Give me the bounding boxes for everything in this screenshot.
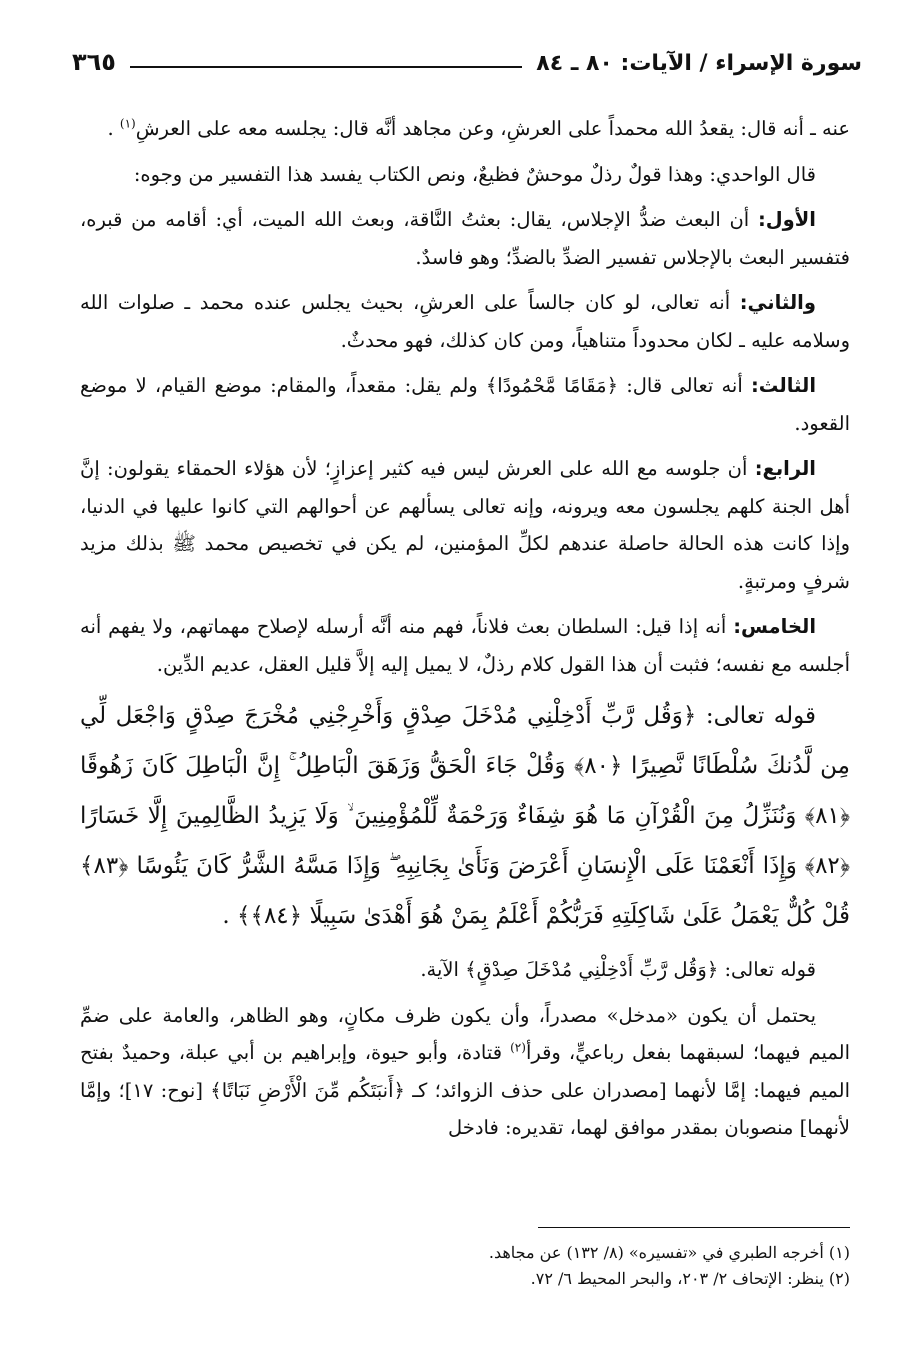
paragraph-8-text: قوله تعالى:: [724, 958, 816, 981]
point-fifth-label: الخامس:: [733, 615, 817, 638]
paragraph-4: [80, 284, 850, 359]
running-header: [72, 42, 862, 82]
paragraph-1: [80, 110, 850, 148]
paragraph-9-text-b: قتادة، وأبو حيوة، وإبراهيم بن أبي عبلة، وحميدٌ بفتح الميم فيهما: إمَّا لأنهما [مصدران على حذف الزوائد؛ كـ: [80, 1041, 851, 1102]
quran-quote: ﴿أَنبَتَكُم مِّنَ الْأَرْضِ نَبَاتًا﴾: [210, 1078, 405, 1102]
footnote-1: (١) أخرجه الطبري في «تفسيره» (٨/ ١٣٢) عن مجاهد.: [488, 1243, 850, 1262]
point-first-text: أن البعث ضدُّ الإجلاس، يقال: بعثتُ النَّاقة، وبعث الله الميت، أي: أقامه من قبره، فتفسير البعث بالإجلاس تفسير الضدِّ بالضدِّ؛ وهو فاسدٌ.: [80, 208, 850, 269]
point-second-text: أنه تعالى، لو كان جالساً على العرشِ، بحيث يجلس عنده محمد ـ صلوات الله وسلامه عليه ـ لكان محدوداً متناهياً، ومن كان كذلك، فهو محدثٌ.: [80, 291, 850, 352]
paragraph-5: [80, 367, 850, 442]
paragraph-6: [80, 450, 850, 600]
footnote-divider: [538, 1227, 850, 1228]
point-second-label: والثاني:: [739, 291, 816, 314]
footnote-ref-2: (٢): [510, 1040, 526, 1055]
point-fifth-text: أنه إذا قيل: السلطان بعث فلاناً، فهم منه أنَّه أرسله لإصلاح مهماتهم، ولا يفهم أنه أجلسه مع نفسه؛ فثبت أن هذا القول كلام رذلٌ، لا يميل إليه إلاَّ قليل العقل، عديم الدِّين.: [80, 615, 850, 676]
page-number: ٣٦٥: [72, 48, 116, 76]
quran-quote: ﴿وَقُل رَّبِّ أَدْخِلْنِي مُدْخَلَ صِدْقٍ﴾: [465, 958, 719, 981]
paragraph-8: [80, 951, 850, 989]
paragraph-9-text-c: [نوح: ١٧]؛ وإمَّا لأنهما] منصوبان بمقدر موافق لهما، تقديره: فادخل: [80, 1078, 850, 1139]
quran-text: ﴿وَقُل رَّبِّ أَدْخِلْنِي مُدْخَلَ صِدْقٍ وَأَخْرِجْنِي مُخْرَجَ صِدْقٍ وَاجْعَل لِّي مِن لَّدُنكَ سُلْطَانًا نَّصِيرًا ﴿٨٠﴾ وَقُلْ جَاءَ الْحَقُّ وَزَهَقَ الْبَاطِلُ ۚ إِنَّ الْبَاطِلَ كَانَ زَهُوقًا ﴿٨١﴾ وَنُنَزِّلُ مِنَ الْقُرْآنِ مَا هُوَ شِفَاءٌ وَرَحْمَةٌ لِّلْمُؤْمِنِينَ ۙ وَلَا يَزِيدُ الظَّالِمِينَ إِلَّا خَسَارًا ﴿٨٢﴾ وَإِذَا أَنْعَمْنَا عَلَى الْإِنسَانِ أَعْرَضَ وَنَأَىٰ بِجَانِبِهِ ۖ وَإِذَا مَسَّهُ الشَّرُّ كَانَ يَئُوسًا ﴿٨٣﴾ قُلْ كُلٌّ يَعْمَلُ عَلَىٰ شَاكِلَتِهِ فَرَبُّكُمْ أَعْلَمُ بِمَنْ هُوَ أَهْدَىٰ سَبِيلًا ﴿٨٤﴾﴾ .: [80, 703, 851, 929]
paragraph-1-text: عنه ـ أنه قال: يقعدُ الله محمداً على العرشِ، وعن مجاهد أنَّه قال: يجلسه معه على العرشِ: [135, 117, 850, 140]
footnote-ref-1: (١): [119, 116, 136, 131]
header-title: سورة الإسراء / الآيات: ٨٠ ـ ٨٤: [536, 51, 862, 76]
quran-intro: قوله تعالى:: [705, 703, 816, 729]
quran-verses: [80, 691, 850, 941]
header-rule: [130, 66, 522, 68]
paragraph-1-end: .: [107, 117, 114, 140]
footnotes: [80, 1240, 850, 1292]
quran-quote: ﴿مَقَامًا مَّحْمُودًا﴾: [485, 374, 619, 397]
point-first-label: الأول:: [757, 208, 816, 231]
paragraph-3: [80, 201, 850, 276]
point-fourth-text: أن جلوسه مع الله على العرش ليس فيه كثير إعزازٍ؛ لأن هؤلاء الحمقاء يقولون: إنَّ أهل الجنة كلهم يجلسون معه ويرونه، وإنه تعالى يسألهم عن أحوالهم التي كانوا عليها في الدنيا، وإذا كانت هذه الحالة حاصلة عندهم لكلِّ المؤمنين، لم يكن في تخصيص محمد ﷺ بذلك مزيد شرفٍ ومرتبةٍ.: [80, 457, 850, 593]
point-third-text: أنه تعالى قال:: [626, 374, 743, 397]
point-third-text-end: ولم يقل: مقعداً، والمقام: موضع القيام، لا موضع القعود.: [80, 374, 850, 435]
paragraph-8-end: الآية.: [420, 958, 459, 981]
paragraph-9-text: يحتمل أن يكون «مدخل» مصدراً، وأن يكون ظرف مكانٍ، وهو الظاهر، والعامة على ضمِّ الميم فيهما؛ لسبقهما بفعل رباعيٍّ، وقرأ: [80, 1003, 851, 1064]
footnote-2: (٢) ينظر: الإتحاف ٢/ ٢٠٣، والبحر المحيط ٦/ ٧٢.: [530, 1269, 850, 1288]
point-third-label: الثالث:: [750, 374, 817, 397]
main-text: [80, 110, 850, 1155]
paragraph-7: [80, 608, 850, 683]
point-fourth-label: الرابع:: [754, 457, 816, 480]
paragraph-9: [80, 997, 850, 1147]
paragraph-2: قال الواحدي: وهذا قولٌ رذلٌ موحشٌ فظيعٌ، ونص الكتاب يفسد هذا التفسير من وجوه:: [133, 162, 816, 186]
